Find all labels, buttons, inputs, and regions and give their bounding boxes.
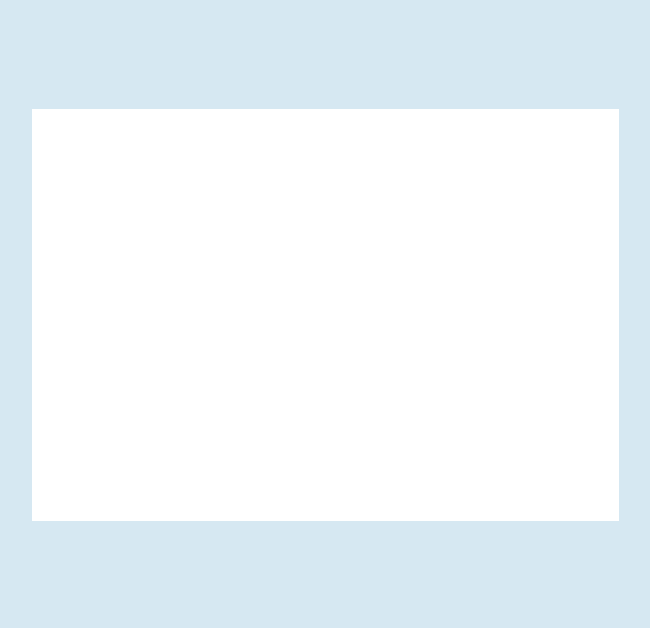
checklist-table bbox=[32, 109, 619, 521]
